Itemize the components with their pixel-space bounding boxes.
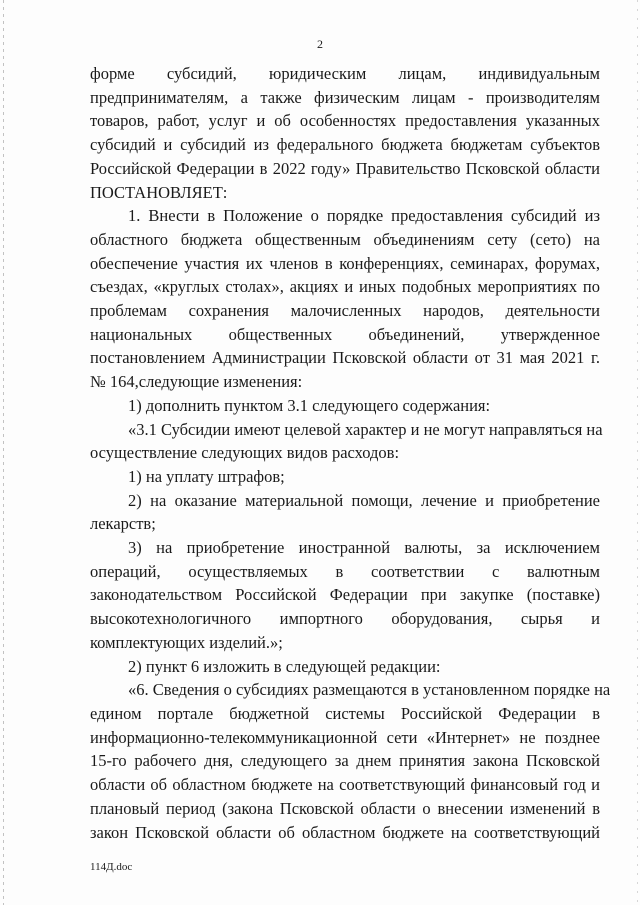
text-line: операций, осуществляемых в соответствии с валютным <box>90 561 600 581</box>
text-line: областного бюджета общественным объединениям сету (сето) на <box>90 229 600 249</box>
text-line: комплектующих изделий.»; <box>90 632 283 652</box>
text-line: области об областном бюджете на соответствующий финансовый год и <box>90 775 600 795</box>
text-line: 1) на уплату штрафов; <box>128 466 285 486</box>
text-line: обеспечение участия их членов в конференциях, семинарах, форумах, <box>90 253 600 273</box>
text-line: постановлением Администрации Псковской области от 31 мая 2021 г. <box>90 348 600 368</box>
text-line: национальных общественных объединений, утвержденное <box>90 324 600 344</box>
text-line: проблемам сохранения малочисленных народов, деятельности <box>90 301 600 321</box>
text-line: 2) на оказание материальной помощи, лечение и приобретение <box>128 490 600 510</box>
text-line: 1. Внести в Положение о порядке предоставления субсидий из <box>128 206 600 226</box>
scan-edge-right <box>637 0 638 905</box>
text-line: информационно-телекоммуникационной сети «Интернет» не позднее <box>90 727 600 747</box>
text-line: предпринимателям, а также физическим лицам - производителям <box>90 87 600 107</box>
page-number: 2 <box>317 37 323 51</box>
text-line: Российской Федерации в 2022 году» Правительство Псковской области <box>90 158 600 178</box>
text-line: 3) на приобретение иностранной валюты, за исключением <box>128 538 600 558</box>
text-line: съездах, «круглых столах», акциях и иных подобных мероприятиях по <box>90 277 600 297</box>
text-line: осуществление следующих видов расходов: <box>90 443 400 463</box>
text-line: 1) дополнить пунктом 3.1 следующего содержания: <box>128 395 491 415</box>
text-line: товаров, работ, услуг и об особенностях предоставления указанных <box>90 111 600 131</box>
text-line: едином портале бюджетной системы Российской Федерации в <box>90 703 600 723</box>
footer-filename: 114Д.doc <box>90 861 133 873</box>
text-line: закон Псковской области об областном бюджете на соответствующий <box>90 822 600 842</box>
text-line: форме субсидий, юридическим лицам, индивидуальным <box>90 64 600 83</box>
text-line: 15-го рабочего дня, следующего за днем принятия закона Псковской <box>90 751 600 771</box>
text-line: плановый период (закона Псковской области о внесении изменений в <box>90 798 600 818</box>
text-line: ПОСТАНОВЛЯЕТ: <box>90 182 228 202</box>
text-line: лекарств; <box>90 514 156 534</box>
scan-edge-left <box>3 0 4 905</box>
text-line: 2) пункт 6 изложить в следующей редакции: <box>128 656 441 676</box>
text-line: субсидий и субсидий из федерального бюджета бюджетам субъектов <box>90 135 600 155</box>
text-line: законодательством Российской Федерации при закупке (поставке) <box>90 585 600 605</box>
text-line: высокотехнологичного импортного оборудования, сырья и <box>90 609 600 629</box>
text-line: «3.1 Субсидии имеют целевой характер и не могут направляться на <box>128 419 603 439</box>
text-line: № 164,следующие изменения: <box>90 372 303 392</box>
text-line: «6. Сведения о субсидиях размещаются в установленном порядке на <box>128 680 611 700</box>
document-body <box>90 62 611 844</box>
